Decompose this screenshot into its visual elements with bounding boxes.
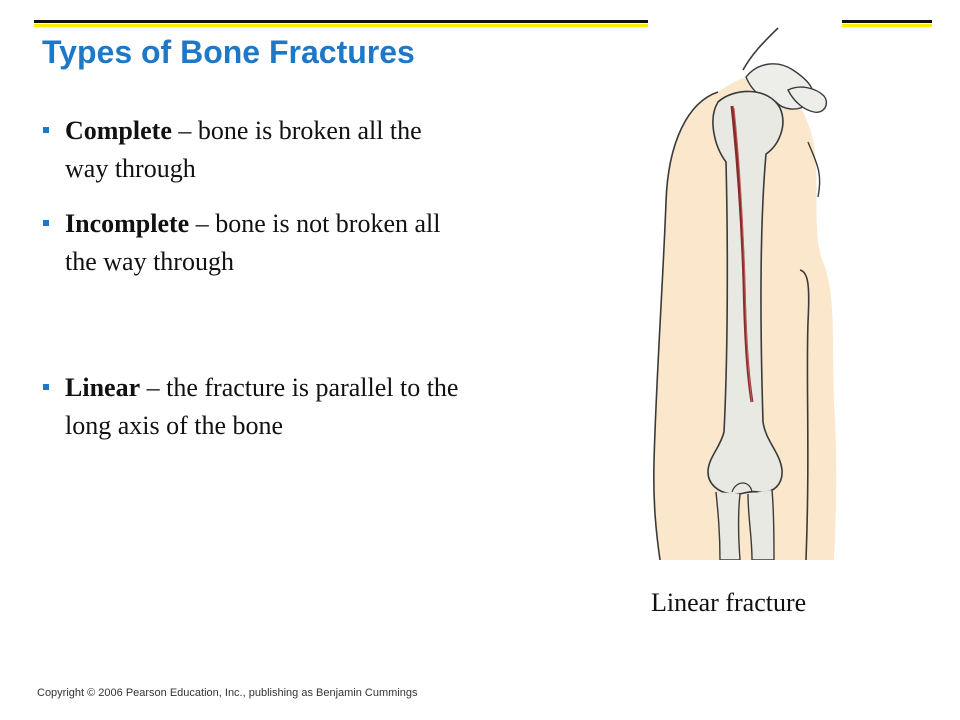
top-rule-left (34, 20, 648, 23)
slide-title: Types of Bone Fractures (42, 34, 415, 70)
ulna-bone (748, 490, 774, 560)
bullet-text: – bone is not broken all the way through (65, 209, 441, 276)
bullet-text: – the fracture is parallel to the long axis of the bone (65, 373, 459, 440)
bullet-term: Complete (65, 116, 172, 145)
figure-caption: Linear fracture (651, 588, 807, 617)
bullet-marker (43, 220, 49, 226)
radius-bone (716, 492, 740, 560)
linear-fracture-illustration (648, 22, 842, 560)
bullet-term: Incomplete (65, 209, 190, 238)
bullet-term: Linear (65, 373, 141, 402)
bullet-text: – bone is broken all the way through (65, 116, 422, 183)
bullet-marker (43, 127, 49, 133)
accent-rule-right (842, 24, 932, 27)
bullet-marker (43, 384, 49, 390)
bullet-list (42, 112, 462, 445)
bullet-incomplete (42, 205, 462, 281)
bullet-complete (42, 112, 462, 188)
bullet-linear (42, 369, 462, 445)
accent-rule-left (34, 24, 648, 27)
copyright-notice: Copyright © 2006 Pearson Education, Inc., publishing as Benjamin Cummings (37, 687, 418, 699)
top-rule-right (842, 20, 932, 23)
